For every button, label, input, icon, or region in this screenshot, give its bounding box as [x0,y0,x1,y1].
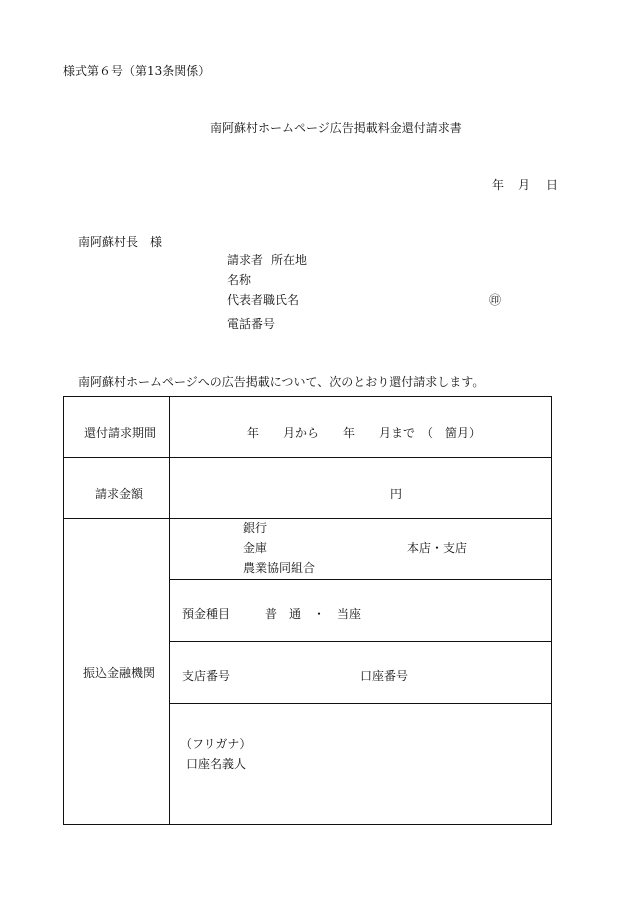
form-number: 様式第６号（第13条関係） [63,64,211,78]
amount-label: 請求金額 [95,487,144,501]
date-day: 日 [546,178,559,192]
name-label: 名称 [227,273,252,287]
seal-mark: ㊞ [489,293,502,307]
branch-number-label: 支店番号 [182,669,231,683]
bank-label: 振込金融機関 [83,666,156,680]
intro-text: 南阿蘇村ホームページへの広告掲載について、次のとおり還付請求します。 [78,375,485,389]
addressee: 南阿蘇村長 様 [78,235,163,249]
bank-type-bank: 銀行 [243,521,268,535]
bank-type-shinkin: 金庫 [243,541,268,555]
date-year: 年 [492,178,505,192]
period-value: 年 月から 年 月まで （ 箇月） [247,426,482,440]
period-label: 還付請求期間 [84,426,157,440]
amount-unit: 円 [390,487,403,501]
deposit-options: 普 通 ・ 当座 [265,607,362,621]
row-divider [64,518,551,519]
account-holder-label: 口座名義人 [186,757,247,771]
branch-type: 本店・支店 [407,541,468,555]
column-divider [169,397,170,824]
row-divider [169,579,551,580]
deposit-label: 預金種目 [182,607,231,621]
date-month: 月 [518,178,531,192]
account-number-label: 口座番号 [360,669,409,683]
furigana-label: （フリガナ） [180,737,252,751]
bank-type-ja: 農業協同組合 [243,561,316,575]
row-divider [169,703,551,704]
requester-label: 請求者 [227,253,264,267]
row-divider [64,457,551,458]
row-divider [169,641,551,642]
document-title: 南阿蘇村ホームページ広告掲載料金還付請求書 [210,121,462,135]
phone-label: 電話番号 [227,317,276,331]
representative-label: 代表者職氏名 [227,293,300,307]
address-label: 所在地 [271,253,308,267]
